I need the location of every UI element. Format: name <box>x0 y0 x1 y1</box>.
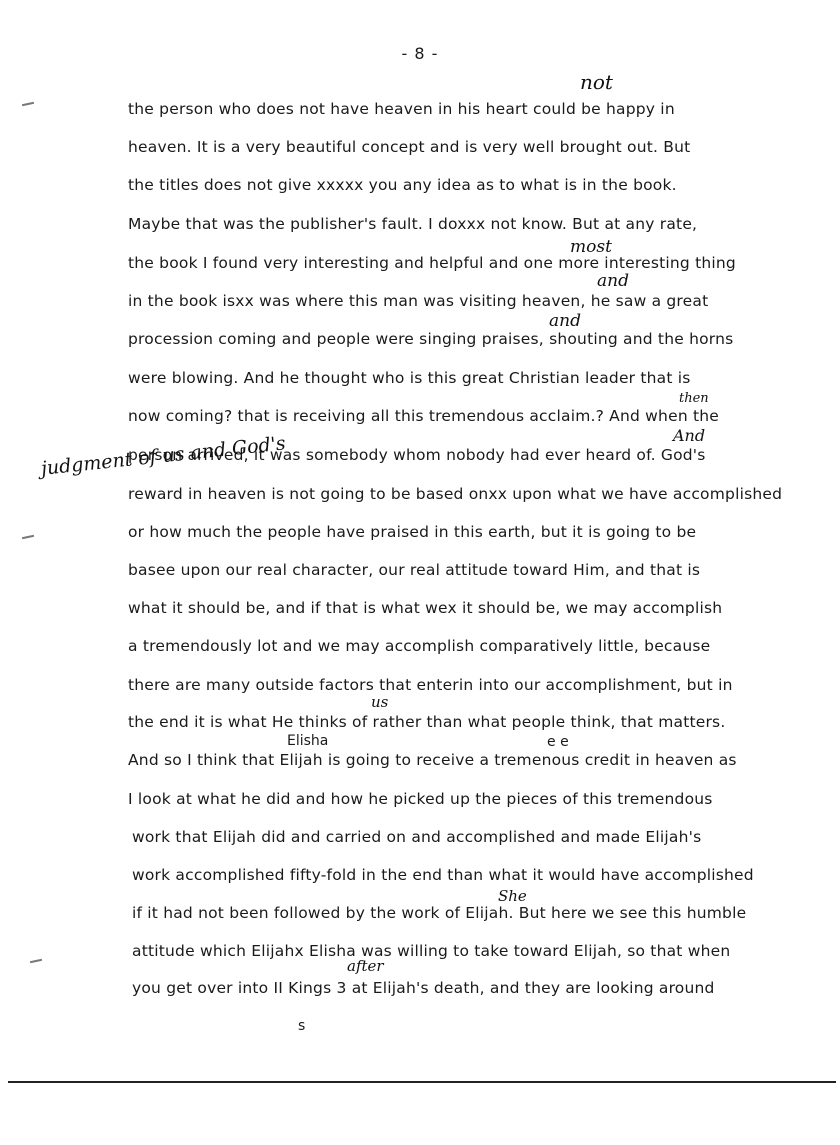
text-line: the book I found very interesting and helpful and one more interesting thing <box>128 254 736 272</box>
handwritten-she: She <box>498 887 527 905</box>
text-line: person arrived, it was somebody whom nobody had ever heard of. God's <box>128 446 706 464</box>
text-line: now coming? that is receiving all this tremendous acclaim.? And when the <box>128 407 720 425</box>
text-line: procession coming and people were singing praises, shouting and the horns <box>128 330 734 348</box>
text-line: work that Elijah did and carried on and accomplished and made Elijah's <box>132 828 702 846</box>
footer-mark: s <box>298 1018 306 1034</box>
handwritten-and-shouting: and <box>549 311 581 331</box>
text-line: basee upon our real character, our real attitude toward Him, and that is <box>128 561 701 579</box>
margin-handwritten-note: judgment of us and God's <box>40 432 287 480</box>
text-line: attitude which Elijahx Elisha was willing to take toward Elijah, so that when <box>132 942 731 960</box>
text-line: reward in heaven is not going to be based onxx upon what we have accomplished <box>128 485 783 503</box>
text-line: if it had not been followed by the work of Elijah. But here we see this humble <box>132 904 747 922</box>
handwritten-us: us <box>371 693 389 711</box>
typed-insertion-ee: e e <box>547 734 569 750</box>
text-line: you get over into II Kings 3 at Elijah's death, and they are looking around <box>132 979 715 997</box>
handwritten-then: then <box>679 391 709 406</box>
margin-tick <box>30 959 42 963</box>
text-line: the titles does not give xxxxx you any idea as to what is in the book. <box>128 176 677 194</box>
bottom-rule <box>8 1081 836 1083</box>
page-number: - 8 - <box>401 44 439 63</box>
text-line: the person who does not have heaven in his heart could be happy in <box>128 100 675 118</box>
text-line: And so I think that Elijah is going to receive a tremenous credit in heaven as <box>128 751 737 769</box>
text-line: a tremendously lot and we may accomplish comparatively little, because <box>128 637 711 655</box>
margin-tick <box>22 102 34 106</box>
text-line: what it should be, and if that is what wex it should be, we may accomplish <box>128 599 723 617</box>
text-line: or how much the people have praised in this earth, but it is going to be <box>128 523 697 541</box>
text-line: in the book isxx was where this man was visiting heaven, he saw a great <box>128 292 709 310</box>
handwritten-after: after <box>347 957 384 975</box>
text-line: there are many outside factors that enterin into our accomplishment, but in <box>128 676 733 694</box>
handwritten-most: most <box>570 237 612 257</box>
handwritten-and: and <box>597 271 629 291</box>
text-line: Maybe that was the publisher's fault. I doxxx not know. But at any rate, <box>128 215 698 233</box>
text-line: were blowing. And he thought who is this great Christian leader that is <box>128 369 691 387</box>
text-line: I look at what he did and how he picked up the pieces of this tremendous <box>128 790 713 808</box>
handwritten-and-gods: And <box>673 426 706 445</box>
text-line: the end it is what He thinks of rather than what people think, that matters. <box>128 713 726 731</box>
typed-insertion-elisha: Elisha <box>287 733 329 749</box>
text-line: work accomplished fifty-fold in the end than what it would have accomplished <box>132 866 754 884</box>
handwritten-not: not <box>580 70 613 94</box>
text-line: heaven. It is a very beautiful concept and is very well brought out. But <box>128 138 691 156</box>
margin-tick <box>22 535 34 539</box>
